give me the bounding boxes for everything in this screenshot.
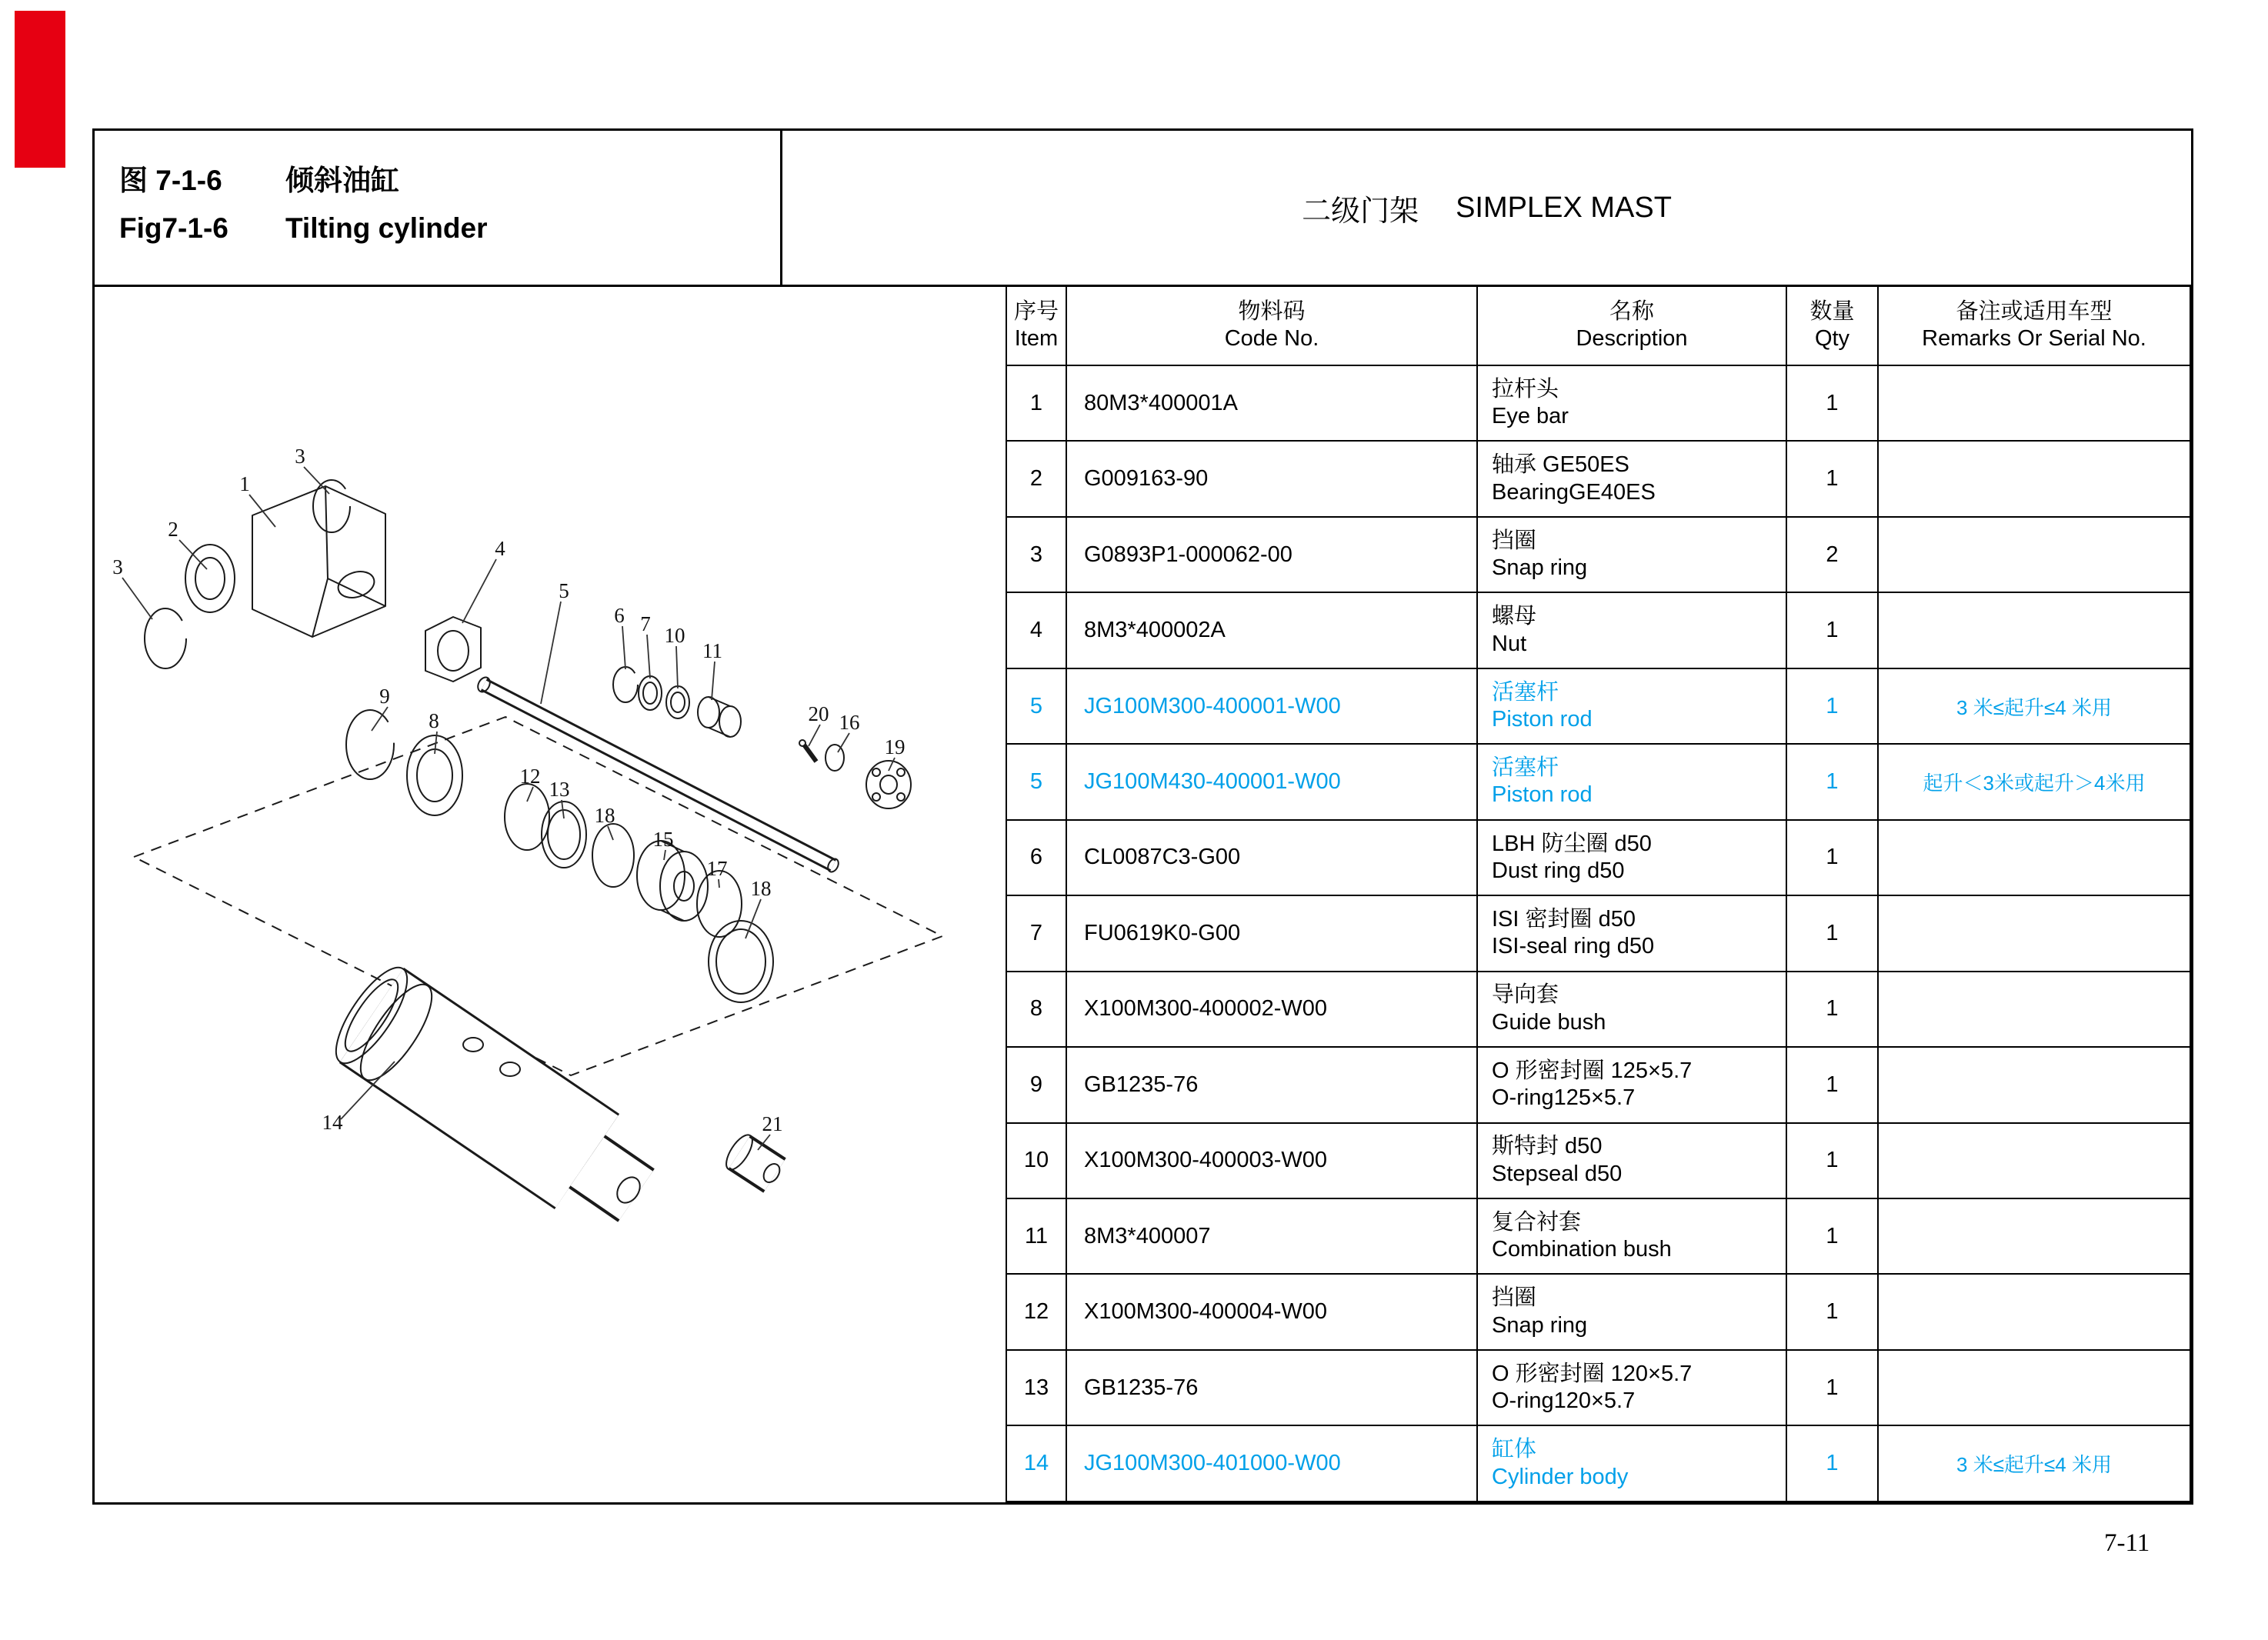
content-frame bbox=[92, 128, 2193, 1505]
cell-remarks bbox=[1878, 441, 2190, 516]
parts-table-head bbox=[1006, 285, 2190, 365]
cell-description: 挡圈 Snap ring bbox=[1477, 517, 1786, 592]
figure-caption bbox=[95, 131, 782, 285]
col-header-code: 物料码 Code No. bbox=[1066, 285, 1477, 365]
cell-description: 复合衬套 Combination bush bbox=[1477, 1198, 1786, 1274]
table-row bbox=[1006, 365, 2190, 441]
cell-code: 8M3*400007 bbox=[1066, 1198, 1477, 1274]
cell-qty: 2 bbox=[1786, 517, 1878, 592]
callout-label: 15 bbox=[652, 828, 674, 851]
callout-label: 7 bbox=[640, 612, 651, 635]
col-header-remarks: 备注或适用车型 Remarks Or Serial No. bbox=[1878, 285, 2190, 365]
cell-remarks bbox=[1878, 895, 2190, 971]
cell-description: 拉杆头 Eye bar bbox=[1477, 365, 1786, 441]
table-row bbox=[1006, 668, 2190, 744]
cell-remarks bbox=[1878, 1123, 2190, 1198]
cell-qty: 1 bbox=[1786, 592, 1878, 668]
cell-item: 7 bbox=[1006, 895, 1066, 971]
exploded-diagram bbox=[95, 285, 1006, 1502]
table-row bbox=[1006, 517, 2190, 592]
cell-code: G009163-90 bbox=[1066, 441, 1477, 516]
figure-title-cn: 倾斜油缸 bbox=[285, 165, 399, 196]
cell-item: 8 bbox=[1006, 972, 1066, 1047]
cell-qty: 1 bbox=[1786, 1350, 1878, 1425]
cell-description: 导向套 Guide bush bbox=[1477, 972, 1786, 1047]
cell-qty: 1 bbox=[1786, 441, 1878, 516]
table-row bbox=[1006, 1425, 2190, 1502]
callout-label: 14 bbox=[322, 1111, 343, 1134]
cell-code: JG100M430-400001-W00 bbox=[1066, 744, 1477, 819]
table-row bbox=[1006, 895, 2190, 971]
page-number: 7-11 bbox=[2104, 1529, 2150, 1557]
cell-item: 3 bbox=[1006, 517, 1066, 592]
cell-description: O 形密封圈 120×5.7 O-ring120×5.7 bbox=[1477, 1350, 1786, 1425]
cell-qty: 1 bbox=[1786, 1425, 1878, 1502]
cell-item: 10 bbox=[1006, 1123, 1066, 1198]
col-header-item: 序号 Item bbox=[1006, 285, 1066, 365]
mast-title-cn: 二级门架 bbox=[1302, 195, 1419, 228]
table-row bbox=[1006, 1350, 2190, 1425]
figure-title-en: Tilting cylinder bbox=[285, 212, 488, 244]
callout-label: 19 bbox=[884, 735, 906, 758]
callout-label: 17 bbox=[706, 857, 728, 880]
table-row bbox=[1006, 441, 2190, 516]
cell-remarks: 3 米≤起升≤4 米用 bbox=[1878, 668, 2190, 744]
table-row bbox=[1006, 972, 2190, 1047]
cell-description: 缸体 Cylinder body bbox=[1477, 1425, 1786, 1502]
figure-number-en: Fig7-1-6 bbox=[119, 212, 228, 244]
cell-code: GB1235-76 bbox=[1066, 1047, 1477, 1122]
red-accent-bar bbox=[15, 11, 65, 168]
cell-item: 9 bbox=[1006, 1047, 1066, 1122]
mast-title-en: SIMPLEX MAST bbox=[1456, 191, 1672, 224]
cell-item: 1 bbox=[1006, 365, 1066, 441]
callout-label: 18 bbox=[750, 877, 772, 900]
table-row bbox=[1006, 820, 2190, 895]
cell-description: 斯特封 d50 Stepseal d50 bbox=[1477, 1123, 1786, 1198]
cell-qty: 1 bbox=[1786, 895, 1878, 971]
figure-number-cn: 图 7-1-6 bbox=[119, 165, 222, 196]
callout-label: 21 bbox=[762, 1112, 783, 1135]
cell-description: O 形密封圈 125×5.7 O-ring125×5.7 bbox=[1477, 1047, 1786, 1122]
cell-item: 14 bbox=[1006, 1425, 1066, 1502]
cell-item: 12 bbox=[1006, 1274, 1066, 1349]
parts-table-body bbox=[1006, 365, 2190, 1502]
figure-caption-cn bbox=[119, 157, 780, 205]
cell-remarks: 3 米≤起升≤4 米用 bbox=[1878, 1425, 2190, 1502]
table-row bbox=[1006, 1047, 2190, 1122]
cell-qty: 1 bbox=[1786, 972, 1878, 1047]
callout-label: 9 bbox=[379, 685, 390, 708]
col-header-description: 名称 Description bbox=[1477, 285, 1786, 365]
cell-item: 11 bbox=[1006, 1198, 1066, 1274]
cell-qty: 1 bbox=[1786, 1198, 1878, 1274]
cell-description: 活塞杆 Piston rod bbox=[1477, 744, 1786, 819]
cell-description: LBH 防尘圈 d50 Dust ring d50 bbox=[1477, 820, 1786, 895]
header bbox=[95, 131, 2191, 287]
callout-label: 16 bbox=[839, 711, 860, 734]
cell-qty: 1 bbox=[1786, 365, 1878, 441]
cell-code: GB1235-76 bbox=[1066, 1350, 1477, 1425]
col-header-qty: 数量 Qty bbox=[1786, 285, 1878, 365]
cell-code: JG100M300-401000-W00 bbox=[1066, 1425, 1477, 1502]
callout-label: 5 bbox=[559, 579, 569, 602]
cell-code: X100M300-400004-W00 bbox=[1066, 1274, 1477, 1349]
cell-code: X100M300-400003-W00 bbox=[1066, 1123, 1477, 1198]
cell-item: 5 bbox=[1006, 668, 1066, 744]
callout-label: 18 bbox=[594, 804, 615, 827]
cell-code: JG100M300-400001-W00 bbox=[1066, 668, 1477, 744]
cell-remarks bbox=[1878, 1047, 2190, 1122]
cell-remarks bbox=[1878, 517, 2190, 592]
cell-item: 2 bbox=[1006, 441, 1066, 516]
cell-code: CL0087C3-G00 bbox=[1066, 820, 1477, 895]
table-row bbox=[1006, 744, 2190, 819]
callout-label: 8 bbox=[429, 709, 439, 732]
cell-remarks bbox=[1878, 592, 2190, 668]
cell-remarks bbox=[1878, 820, 2190, 895]
cell-remarks bbox=[1878, 1198, 2190, 1274]
callout-label: 11 bbox=[702, 639, 722, 662]
table-row bbox=[1006, 1274, 2190, 1349]
cell-remarks: 起升＜3米或起升＞4米用 bbox=[1878, 744, 2190, 819]
callout-label: 13 bbox=[549, 778, 570, 801]
table-row bbox=[1006, 592, 2190, 668]
callout-label: 3 bbox=[112, 555, 123, 578]
cell-description: 螺母 Nut bbox=[1477, 592, 1786, 668]
table-row bbox=[1006, 1123, 2190, 1198]
cell-remarks bbox=[1878, 1350, 2190, 1425]
callout-label: 4 bbox=[495, 537, 505, 560]
cell-qty: 1 bbox=[1786, 1047, 1878, 1122]
cell-qty: 1 bbox=[1786, 1274, 1878, 1349]
callout-label: 10 bbox=[664, 624, 685, 647]
cell-item: 5 bbox=[1006, 744, 1066, 819]
figure-caption-en bbox=[119, 205, 780, 252]
cell-remarks bbox=[1878, 365, 2190, 441]
cell-code: X100M300-400002-W00 bbox=[1066, 972, 1477, 1047]
cell-description: 活塞杆 Piston rod bbox=[1477, 668, 1786, 744]
cell-qty: 1 bbox=[1786, 744, 1878, 819]
cell-description: 挡圈 Snap ring bbox=[1477, 1274, 1786, 1349]
cell-code: FU0619K0-G00 bbox=[1066, 895, 1477, 971]
exploded-diagram-svg bbox=[95, 285, 1006, 1502]
callout-label: 2 bbox=[168, 518, 178, 541]
table-row bbox=[1006, 1198, 2190, 1274]
cell-remarks bbox=[1878, 972, 2190, 1047]
cell-qty: 1 bbox=[1786, 668, 1878, 744]
cell-qty: 1 bbox=[1786, 820, 1878, 895]
cell-code: 80M3*400001A bbox=[1066, 365, 1477, 441]
cell-qty: 1 bbox=[1786, 1123, 1878, 1198]
callout-label: 20 bbox=[808, 702, 829, 725]
callout-label: 6 bbox=[614, 604, 625, 627]
parts-table bbox=[1006, 285, 2191, 1502]
cell-code: G0893P1-000062-00 bbox=[1066, 517, 1477, 592]
mast-title bbox=[782, 131, 2191, 285]
callout-label: 1 bbox=[239, 472, 250, 495]
cell-item: 6 bbox=[1006, 820, 1066, 895]
header-row bbox=[1006, 285, 2190, 365]
cell-item: 4 bbox=[1006, 592, 1066, 668]
cell-code: 8M3*400002A bbox=[1066, 592, 1477, 668]
cell-description: ISI 密封圈 d50 ISI-seal ring d50 bbox=[1477, 895, 1786, 971]
cell-description: 轴承 GE50ES BearingGE40ES bbox=[1477, 441, 1786, 516]
cell-item: 13 bbox=[1006, 1350, 1066, 1425]
cell-remarks bbox=[1878, 1274, 2190, 1349]
callout-label: 12 bbox=[519, 765, 541, 788]
callout-label: 3 bbox=[295, 445, 305, 468]
